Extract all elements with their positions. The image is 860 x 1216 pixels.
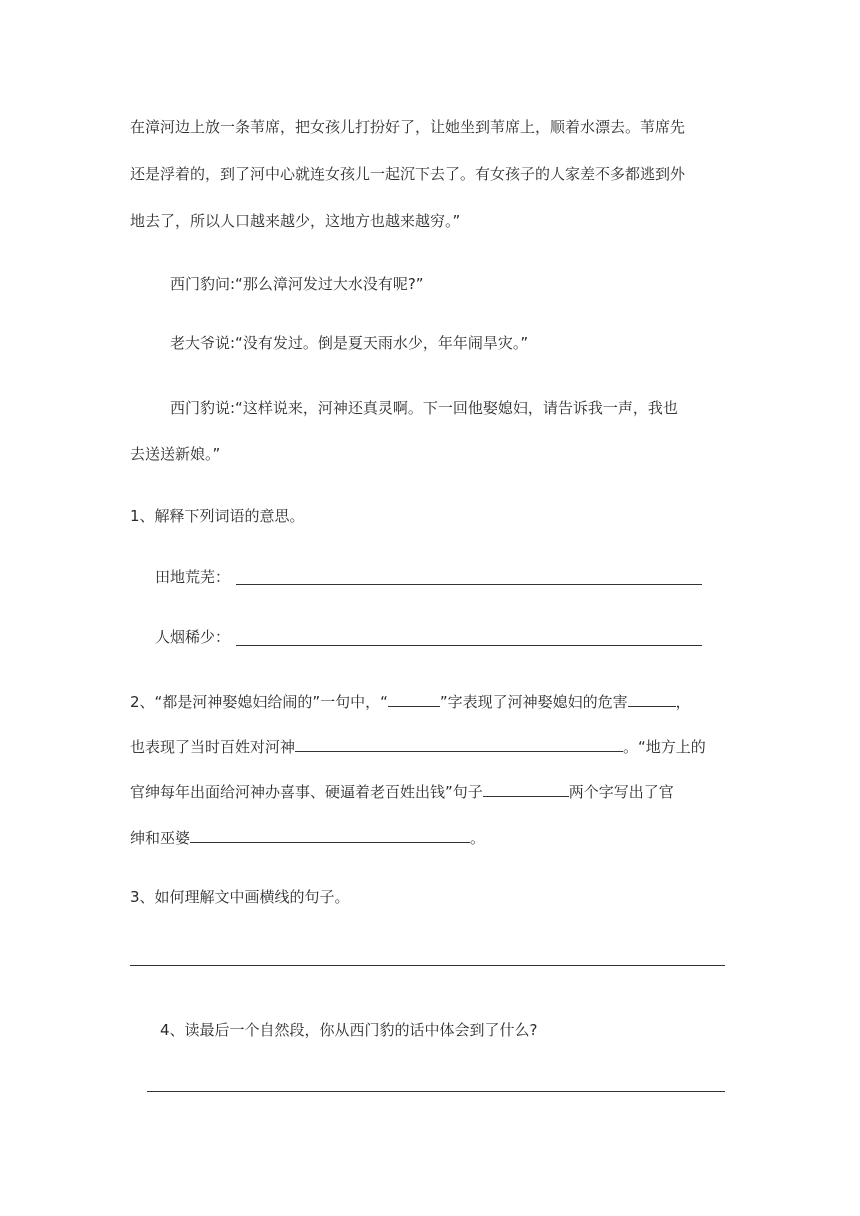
question-3: 3、如何理解文中画横线的句子。 — [130, 888, 350, 906]
question-2-text: 。“地方上的 — [623, 738, 706, 756]
question-2-text: 两个字写出了官 — [568, 783, 674, 801]
passage-line: 还是浮着的，到了河中心就连女孩儿一起沉下去了。有女孩子的人家差不多都逃到外 — [130, 165, 686, 183]
fill-blank[interactable] — [190, 826, 470, 843]
question-2-text: 。 — [470, 829, 486, 847]
passage-paragraph: 西门豹问:“那么漳河发过大水没有呢?” — [170, 275, 424, 293]
question-2-line — [130, 735, 706, 758]
question-2-text: ”字表现了河神娶媳妇的危害 — [439, 693, 628, 711]
passage-paragraph: 老大爷说:“没有发过。倒是夏天雨水少，年年闹旱灾。” — [170, 334, 529, 352]
term-label: 田地荒芜： — [155, 568, 231, 586]
passage-line: 地去了，所以人口越来越少，这地方也越来越穷。” — [130, 212, 461, 230]
question-2-text: 官绅每年出面给河神办喜事、硬逼着老百姓出钱”句子 — [130, 783, 483, 801]
question-2-text: ， — [675, 693, 691, 711]
question-4: 4、读最后一个自然段，你从西门豹的话中体会到了什么? — [160, 1021, 538, 1039]
answer-line[interactable] — [130, 965, 725, 966]
passage-line: 去送送新娘。” — [130, 445, 221, 463]
question-1: 1、解释下列词语的意思。 — [130, 507, 305, 525]
question-2-text: 绅和巫婆 — [130, 829, 191, 847]
question-2-text: 也表现了当时百姓对河神 — [130, 738, 296, 756]
fill-blank[interactable] — [483, 780, 569, 797]
answer-blank[interactable] — [236, 584, 702, 585]
fill-blank[interactable] — [295, 735, 623, 752]
question-2-line — [130, 780, 674, 803]
term-label: 人烟稀少： — [155, 628, 231, 646]
passage-paragraph: 西门豹说:“这样说来，河神还真灵啊。下一回他娶媳妇，请告诉我一声，我也 — [170, 399, 678, 417]
answer-line[interactable] — [147, 1091, 725, 1092]
question-2-text: 2、“都是河神娶媳妇给闹的”一句中，“ — [130, 693, 388, 711]
question-2-line — [130, 826, 485, 849]
passage-line: 在漳河边上放一条苇席，把女孩儿打扮好了，让她坐到苇席上，顺着水漂去。苇席先 — [130, 118, 686, 136]
question-2-line — [130, 690, 691, 713]
answer-blank[interactable] — [236, 645, 702, 646]
fill-blank[interactable] — [388, 690, 440, 707]
fill-blank[interactable] — [628, 690, 676, 707]
